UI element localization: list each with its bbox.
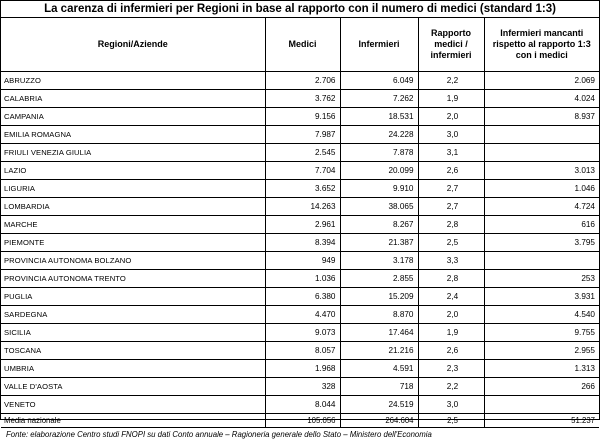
cell-infermieri: 20.099 (340, 161, 418, 179)
table-row (1, 377, 599, 395)
cell-mancanti (484, 395, 599, 413)
total-name: Media nazionale (1, 413, 265, 427)
header-infermieri: Infermieri (340, 18, 418, 71)
cell-rapporto: 2,0 (418, 107, 484, 125)
cell-medici: 1.968 (265, 359, 340, 377)
cell-name: TOSCANA (1, 341, 265, 359)
cell-medici: 3.652 (265, 179, 340, 197)
table-row (1, 71, 599, 89)
cell-name: SARDEGNA (1, 305, 265, 323)
header-row (1, 18, 599, 71)
cell-rapporto: 3,3 (418, 251, 484, 269)
table-row (1, 287, 599, 305)
cell-infermieri: 15.209 (340, 287, 418, 305)
cell-medici: 328 (265, 377, 340, 395)
cell-medici: 2.545 (265, 143, 340, 161)
cell-infermieri: 24.519 (340, 395, 418, 413)
cell-infermieri: 718 (340, 377, 418, 395)
cell-rapporto: 1,9 (418, 89, 484, 107)
header-rapporto: Rapporto medici / infermieri (418, 18, 484, 71)
cell-mancanti: 1.313 (484, 359, 599, 377)
cell-rapporto: 2,3 (418, 359, 484, 377)
cell-name: LIGURIA (1, 179, 265, 197)
table-body (1, 71, 599, 427)
cell-medici: 2.706 (265, 71, 340, 89)
cell-name: FRIULI VENEZIA GIULIA (1, 143, 265, 161)
cell-rapporto: 3,0 (418, 395, 484, 413)
cell-mancanti: 3.795 (484, 233, 599, 251)
cell-infermieri: 21.387 (340, 233, 418, 251)
cell-mancanti: 3.013 (484, 161, 599, 179)
total-mancanti: 51.237 (484, 413, 599, 427)
cell-mancanti: 8.937 (484, 107, 599, 125)
table-row (1, 269, 599, 287)
cell-name: ABRUZZO (1, 71, 265, 89)
table-row (1, 197, 599, 215)
cell-rapporto: 3,0 (418, 125, 484, 143)
cell-mancanti: 616 (484, 215, 599, 233)
cell-rapporto: 3,1 (418, 143, 484, 161)
header-medici: Medici (265, 18, 340, 71)
source-note: Fonte: elaborazione Centro studi FNOPI su dati Conto annuale – Ragioneria generale dello Stato – Ministero dell'Economia (6, 429, 432, 439)
cell-mancanti: 4.540 (484, 305, 599, 323)
cell-name: MARCHE (1, 215, 265, 233)
cell-infermieri: 7.878 (340, 143, 418, 161)
cell-medici: 949 (265, 251, 340, 269)
cell-mancanti: 253 (484, 269, 599, 287)
table-title: La carenza di infermieri per Regioni in base al rapporto con il numero di medici (standard 1:3) (1, 1, 599, 18)
cell-mancanti: 266 (484, 377, 599, 395)
cell-medici: 9.073 (265, 323, 340, 341)
cell-mancanti (484, 125, 599, 143)
total-medici: 105.056 (265, 413, 340, 427)
table-row (1, 251, 599, 269)
cell-rapporto: 2,5 (418, 233, 484, 251)
cell-mancanti: 1.046 (484, 179, 599, 197)
table-row (1, 89, 599, 107)
cell-name: CAMPANIA (1, 107, 265, 125)
cell-mancanti: 2.955 (484, 341, 599, 359)
cell-infermieri: 2.855 (340, 269, 418, 287)
table-row (1, 161, 599, 179)
table-row (1, 305, 599, 323)
cell-rapporto: 2,2 (418, 71, 484, 89)
cell-infermieri: 18.531 (340, 107, 418, 125)
cell-name: UMBRIA (1, 359, 265, 377)
cell-infermieri: 4.591 (340, 359, 418, 377)
cell-medici: 8.394 (265, 233, 340, 251)
total-row (1, 413, 599, 427)
cell-infermieri: 8.870 (340, 305, 418, 323)
cell-medici: 1.036 (265, 269, 340, 287)
table-row (1, 395, 599, 413)
cell-rapporto: 2,6 (418, 161, 484, 179)
cell-name: VENETO (1, 395, 265, 413)
cell-name: CALABRIA (1, 89, 265, 107)
cell-mancanti: 4.724 (484, 197, 599, 215)
table-row (1, 359, 599, 377)
cell-rapporto: 2,8 (418, 269, 484, 287)
cell-infermieri: 6.049 (340, 71, 418, 89)
cell-infermieri: 9.910 (340, 179, 418, 197)
cell-rapporto: 2,7 (418, 179, 484, 197)
cell-medici: 6.380 (265, 287, 340, 305)
cell-name: PROVINCIA AUTONOMA TRENTO (1, 269, 265, 287)
cell-infermieri: 17.464 (340, 323, 418, 341)
cell-name: PIEMONTE (1, 233, 265, 251)
cell-rapporto: 2,7 (418, 197, 484, 215)
cell-rapporto: 2,2 (418, 377, 484, 395)
cell-medici: 7.704 (265, 161, 340, 179)
cell-medici: 7.987 (265, 125, 340, 143)
cell-name: LAZIO (1, 161, 265, 179)
cell-mancanti: 3.931 (484, 287, 599, 305)
cell-mancanti (484, 251, 599, 269)
cell-mancanti: 2.069 (484, 71, 599, 89)
cell-name: PROVINCIA AUTONOMA BOLZANO (1, 251, 265, 269)
cell-name: EMILIA ROMAGNA (1, 125, 265, 143)
cell-medici: 9.156 (265, 107, 340, 125)
cell-medici: 14.263 (265, 197, 340, 215)
cell-name: PUGLIA (1, 287, 265, 305)
table-row (1, 341, 599, 359)
cell-infermieri: 21.216 (340, 341, 418, 359)
total-infermieri: 264.604 (340, 413, 418, 427)
cell-rapporto: 2,6 (418, 341, 484, 359)
cell-medici: 8.057 (265, 341, 340, 359)
cell-infermieri: 24.228 (340, 125, 418, 143)
cell-rapporto: 2,8 (418, 215, 484, 233)
cell-mancanti: 9.755 (484, 323, 599, 341)
cell-infermieri: 38.065 (340, 197, 418, 215)
cell-rapporto: 1,9 (418, 323, 484, 341)
table-row (1, 179, 599, 197)
table-row (1, 143, 599, 161)
total-rapporto: 2,5 (418, 413, 484, 427)
table-row (1, 323, 599, 341)
header-mancanti: Infermieri mancanti rispetto al rapporto 1:3 con i medici (484, 18, 599, 71)
cell-medici: 4.470 (265, 305, 340, 323)
cell-medici: 2.961 (265, 215, 340, 233)
cell-infermieri: 7.262 (340, 89, 418, 107)
cell-mancanti (484, 143, 599, 161)
cell-mancanti: 4.024 (484, 89, 599, 107)
table-row (1, 215, 599, 233)
cell-medici: 3.762 (265, 89, 340, 107)
cell-infermieri: 3.178 (340, 251, 418, 269)
cell-medici: 8.044 (265, 395, 340, 413)
table-row (1, 233, 599, 251)
cell-rapporto: 2,4 (418, 287, 484, 305)
nurses-shortage-table (1, 18, 599, 428)
cell-infermieri: 8.267 (340, 215, 418, 233)
table-row (1, 125, 599, 143)
cell-name: SICILIA (1, 323, 265, 341)
header-region: Regioni/Aziende (1, 18, 265, 71)
cell-rapporto: 2,0 (418, 305, 484, 323)
table-row (1, 107, 599, 125)
cell-name: LOMBARDIA (1, 197, 265, 215)
cell-name: VALLE D'AOSTA (1, 377, 265, 395)
